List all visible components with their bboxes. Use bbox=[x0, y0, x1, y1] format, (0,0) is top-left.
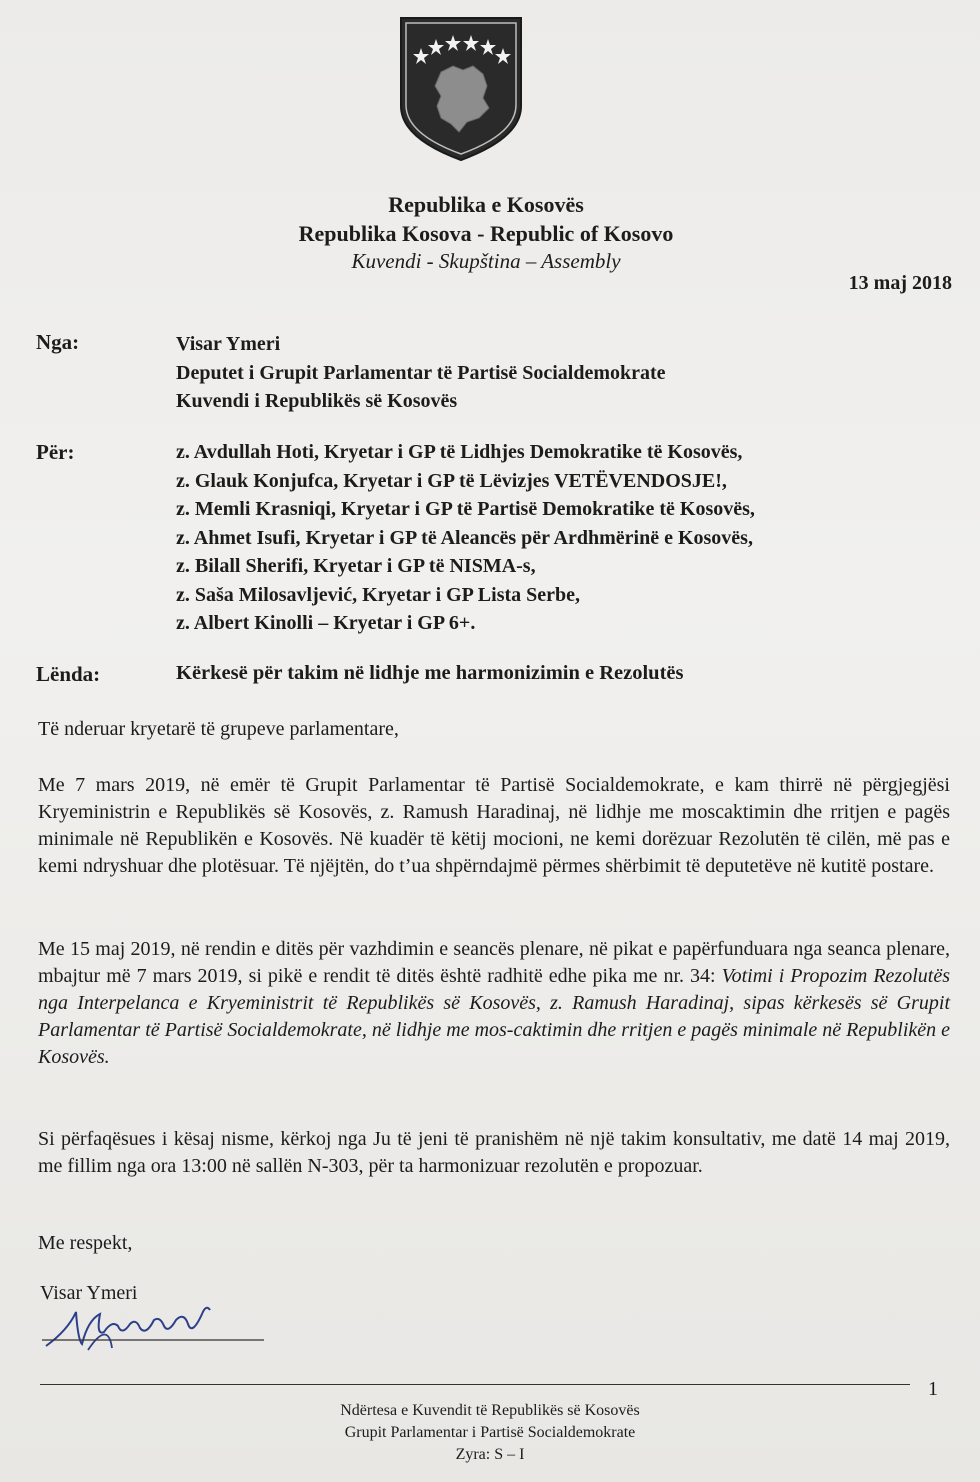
recipients-list bbox=[176, 438, 755, 638]
from-line: Visar Ymeri bbox=[176, 333, 281, 355]
subject-text: Kërkesë për takim në lidhje me harmonizimin e Rezolutës bbox=[176, 662, 684, 684]
recipient-line: z. Avdullah Hoti, Kryetar i GP të Lidhjes Demokratike të Kosovës, bbox=[176, 441, 743, 463]
paragraph-1: Me 7 mars 2019, në emër të Grupit Parlamentar të Partisë Socialdemokrate, e kam thirrë në përgjegjësi Kryeministrin e Republikës së Kosovës, z. Ramush Haradinaj, në lidhje me moscaktimin dhe rritjen e pagës minimale në Republikën e Kosovës. Në kuadër të këtij mocioni, ne kemi dorëzuar Rezolutën të cilën, më pas e kemi ndryshuar dhe plotësuar. Të njëjtën, do t’ua shpërndajmë përmes shërbimit të deputetëve në kutitë postare. bbox=[38, 774, 950, 877]
from-label: Nga: bbox=[36, 330, 80, 354]
footer-group: Grupit Parlamentar i Partisë Socialdemokrate bbox=[344, 1424, 636, 1441]
agenda-item-title: Votimi i Propozim Rezolutës nga Interpelanca e Kryeministrit të Republikës së Kosovës, z. Ramush Haradinaj, sipas kërkesës së Grupit Parlamentar të Partisë Socialdemokrate, në lidhje me mos-caktimin dhe rritjen e pagës minimale në Republikën e Kosovës. bbox=[38, 965, 951, 1068]
handwritten-signature-icon bbox=[38, 1290, 278, 1370]
footer-office: Zyra: S – I bbox=[455, 1446, 525, 1463]
page-number: 1 bbox=[928, 1378, 938, 1400]
recipient-line: z. Bilall Sherifi, Kryetar i GP të NISMA-s, bbox=[176, 555, 536, 577]
kosovo-coat-of-arms-icon bbox=[397, 14, 525, 162]
signature-name: Visar Ymeri bbox=[40, 1282, 138, 1304]
closing: Me respekt, bbox=[38, 1232, 133, 1254]
recipient-line: z. Saša Milosavljević, Kryetar i GP Lista Serbe, bbox=[176, 583, 581, 606]
to-label: Për: bbox=[36, 440, 75, 464]
header-republic-sr-en: Republika Kosova - Republic of Kosovo bbox=[298, 221, 674, 246]
recipient-line: z. Albert Kinolli – Kryetar i GP 6+. bbox=[176, 612, 476, 634]
from-line: Kuvendi i Republikës së Kosovës bbox=[176, 390, 458, 412]
letter-date: 13 maj 2018 bbox=[848, 272, 952, 294]
recipient-line: z. Glauk Konjufca, Kryetar i GP të Lëvizjes VETËVENDOSJE!, bbox=[176, 469, 727, 492]
letter-header bbox=[0, 190, 980, 275]
paragraph-3: Si përfaqësues i kësaj nisme, kërkoj nga Ju të jeni të pranishëm në një takim konsultativ, me datë 14 maj 2019, me fillim nga ora 13:00 në sallën N-303, për ta harmonizuar rezolutën e propozuar. bbox=[38, 1128, 950, 1177]
from-block bbox=[176, 330, 666, 416]
footer-building: Ndërtesa e Kuvendit të Republikës së Kosovës bbox=[340, 1402, 640, 1419]
recipient-line: z. Memli Krasniqi, Kryetar i GP të Partisë Demokratike të Kosovës, bbox=[176, 498, 755, 520]
recipient-line: z. Ahmet Isufi, Kryetar i GP të Aleancës për Ardhmërinë e Kosovës, bbox=[176, 526, 753, 549]
letter-footer bbox=[0, 1400, 980, 1466]
greeting: Të nderuar kryetarë të grupeve parlamentare, bbox=[38, 718, 399, 740]
paragraph-2 bbox=[38, 936, 950, 1071]
header-republic-sq: Republika e Kosovës bbox=[388, 192, 584, 217]
subject-label: Lënda: bbox=[36, 662, 101, 686]
footer-divider bbox=[40, 1384, 910, 1385]
from-line: Deputet i Grupit Parlamentar të Partisë Socialdemokrate bbox=[176, 361, 666, 384]
header-assembly: Kuvendi - Skupština – Assembly bbox=[351, 249, 621, 273]
paragraph-2-text: Me 15 maj 2019, në rendin e ditës për vazhdimin e seancës plenare, në pikat e papërfunduara nga seanca plenare, mbajtur më 7 mars 2019, si pikë e rendit të ditës është radhitë edhe pika me nr. 34: bbox=[38, 938, 950, 987]
